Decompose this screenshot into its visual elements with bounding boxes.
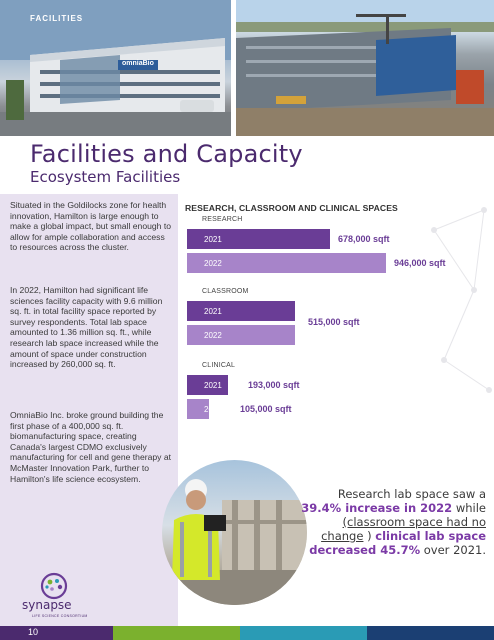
chart-title: RESEARCH, CLASSROOM AND CLINICAL SPACES: [185, 203, 398, 213]
bar-year-label: 2022: [204, 331, 222, 340]
decorative-network-graphic: [424, 200, 494, 400]
bar-year-label: 2021: [204, 381, 222, 390]
bar-value-label-shared: 515,000 sqft: [308, 317, 360, 327]
category-label-research: RESEARCH: [202, 216, 243, 223]
bar-year-label: 2021: [204, 307, 222, 316]
building-sign: omniaBio: [122, 60, 154, 67]
page-subtitle: Ecosystem Facilities: [30, 168, 181, 186]
bar-value-label: 946,000 sqft: [394, 258, 446, 268]
summary-callout: Research lab space saw a 39.4% increase in 2022 while (classroom space had no change ) clinical lab space decreased 45.7% over 2021.: [301, 487, 486, 557]
facility-photo-right: [236, 0, 494, 136]
footer-bar: [0, 626, 494, 640]
bar-year-label: 2022: [204, 259, 222, 268]
bar-value-label: 105,000 sqft: [240, 404, 292, 414]
page-number: 10: [28, 627, 39, 637]
page-title: Facilities and Capacity: [30, 140, 303, 168]
synapse-logo-icon: [22, 562, 102, 622]
paragraph-2: In 2022, Hamilton had significant life sciences facility capacity with 9.6 million sq. ft. in total facility space reported by survey respondents. Total lab space amounted to 1.36 million sq. ft., while research lab space increased while the amount of space under construction increased by 260,000 sq. ft.: [10, 285, 163, 370]
footer-segment-navy: [367, 626, 494, 640]
footer-segment-teal: [240, 626, 367, 640]
bar-year-label: 2022: [204, 405, 222, 414]
construction-illustration-right: [236, 0, 494, 136]
worker-photo: [162, 460, 307, 605]
footer-segment-purple: [0, 626, 113, 640]
bar-value-label: 678,000 sqft: [338, 234, 390, 244]
facility-photo-left: [0, 0, 231, 136]
logo-wordmark: synapse: [22, 598, 72, 612]
paragraph-1: Situated in the Goldilocks zone for health innovation, Hamilton is large enough to make a global impact, but small enough to allow for ample collaboration and access to resources across the cluster.: [10, 200, 171, 253]
category-label-clinical: CLINICAL: [202, 362, 236, 369]
paragraph-3: OmniaBio Inc. broke ground building the first phase of a 400,000 sq. ft. biomanufacturing space, creating Canada's largest CDMO exclusively manufacturing for cell and gene therapy at McMaster Innovation Park, further to Hamilton's life science ecosystem.: [10, 410, 171, 484]
footer-segment-green: [113, 626, 240, 640]
category-label-classroom: CLASSROOM: [202, 288, 249, 295]
logo-subtitle: LIFE SCIENCE CONSORTIUM: [32, 614, 88, 618]
section-tag: FACILITIES: [30, 14, 84, 23]
bar-year-label: 2021: [204, 235, 222, 244]
bar-value-label: 193,000 sqft: [248, 380, 300, 390]
worker-illustration: [162, 460, 307, 605]
